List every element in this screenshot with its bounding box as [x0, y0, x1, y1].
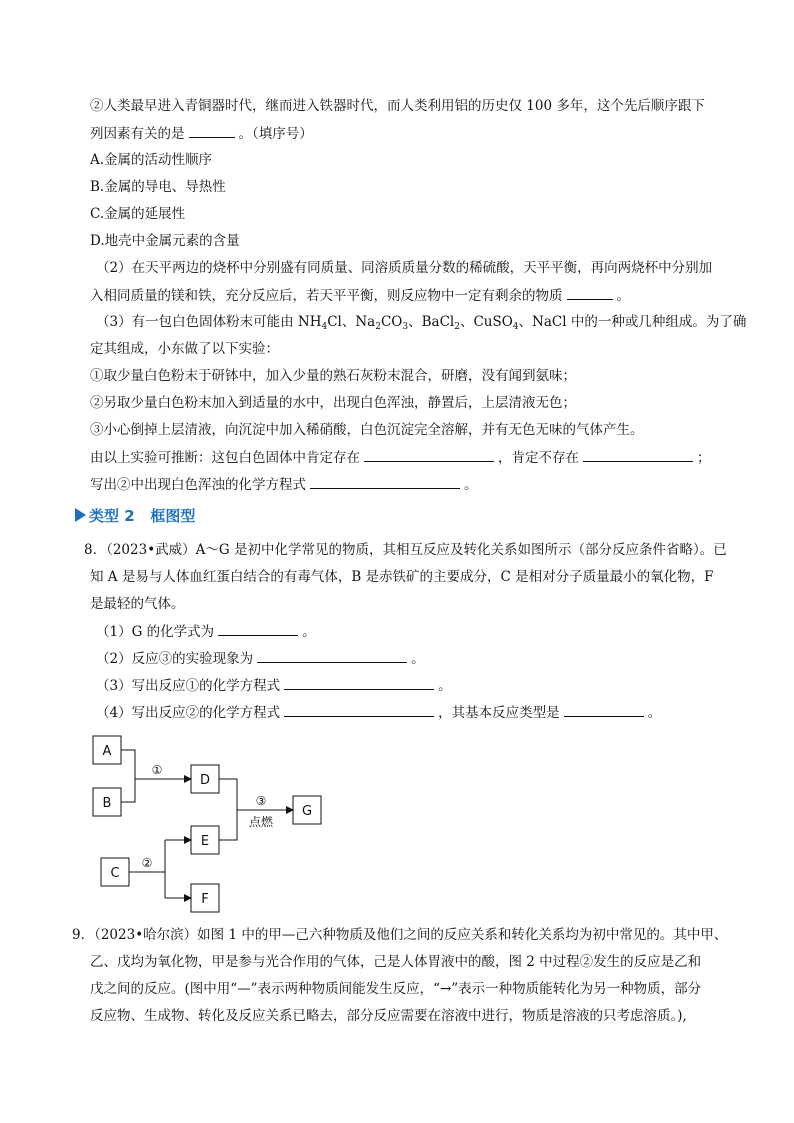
label-g: G [301, 804, 313, 819]
q8-sub3: （3）写出反应①的化学方程式 。 [96, 675, 452, 696]
equation-line: 写出②中出现白色浑浊的化学方程式 。 [90, 474, 478, 495]
label-a: A [102, 744, 112, 759]
q9-line4: 反应物、生成物、转化及反应关系已略去，部分反应需要在溶液中进行，物质是溶液的只考虑溶质。), [90, 1008, 687, 1024]
label-r1: ① [151, 763, 163, 777]
label-e: E [200, 834, 210, 849]
experiment-3: ③小心倒掉上层清液，向沉淀中加入稀硝酸，白色沉淀完全溶解，并有无色无味的气体产生。 [90, 422, 644, 438]
option-d: D.地壳中金属元素的含量 [90, 233, 240, 249]
option-b: B.金属的导电、导热性 [90, 179, 226, 195]
answer-blank[interactable] [218, 621, 298, 636]
link-d [219, 779, 237, 840]
label-r3: ③ [255, 794, 267, 808]
q9-line2: 乙、戊均为氧化物，甲是参与光合作用的气体，己是人体胃液中的酸，图 2 中过程②发生的反应是乙和 [90, 954, 702, 970]
answer-blank[interactable] [189, 123, 235, 138]
answer-blank[interactable] [567, 285, 613, 300]
q8-line2: 知 A 是易与人体血红蛋白结合的有毒气体，B 是赤铁矿的主要成分，C 是相对分子质量最小的氧化物，F [90, 569, 714, 585]
q7-part2-line1: ②人类最早进入青铜器时代，继而进入铁器时代，而人类利用铝的历史仅 100 多年，这个先后顺序跟下 [90, 98, 705, 114]
q9-line3: 戊之间的反应。(图中用“—”表示两种物质间能发生反应，“→”表示一种物质能转化为另一种物质，部分 [90, 981, 702, 997]
q8-sub1: （1）G 的化学式为 。 [96, 621, 316, 642]
option-c: C.金属的延展性 [90, 206, 186, 222]
q8-line1: 8．（2023•武威）A～G 是初中化学常见的物质，其相互反应及转化关系如图所示（部分反应条件省略）。已 [84, 542, 727, 558]
q7-sub2-line1: （2）在天平两边的烧杯中分别盛有同质量、同溶质质量分数的稀硫酸，天平平衡，再向两烧杯中分别加 [96, 260, 713, 276]
answer-blank[interactable] [284, 702, 434, 717]
triangle-icon [75, 508, 86, 522]
q9-line1: 9．（2023•哈尔滨）如图 1 中的甲—己六种物质及他们之间的反应关系和转化关系均为初中常见的。其中甲、 [72, 927, 728, 943]
inference-line: 由以上实验可推断：这包白色固体中肯定存在 ，肯定不存在 ； [90, 447, 711, 468]
answer-blank[interactable] [564, 702, 644, 717]
answer-blank[interactable] [257, 648, 407, 663]
q7-sub3-line1: （3）有一包白色固体粉末可能由 $NH_4Cl$、$Na_2CO_3$、BaCl$_2$、CuSO$_4$、NaCl 中的一种或几种组成。为了确 [96, 314, 747, 332]
q7-sub2-line2: 入相同质量的镁和铁，充分反应后，若天平平衡，则反应物中一定有剩余的物质 。 [90, 285, 630, 306]
label-d: D [199, 773, 211, 788]
label-c: C [110, 866, 120, 881]
q7-sub3-line2: 定其组成，小东做了以下实验： [90, 341, 279, 357]
answer-blank[interactable] [364, 447, 494, 462]
q7-part2-line2: 列因素有关的是 。（填序号） [90, 123, 313, 144]
option-a: A.金属的活动性顺序 [90, 152, 213, 168]
answer-blank[interactable] [583, 447, 693, 462]
q8-sub2: （2）反应③的实验现象为 。 [96, 648, 425, 669]
experiment-1: ①取少量白色粉末于研钵中，加入少量的熟石灰粉末混合，研磨，没有闻到氨味； [90, 368, 576, 384]
q8-line3: 是最轻的气体。 [90, 596, 185, 612]
answer-blank[interactable] [284, 675, 434, 690]
label-b: B [102, 796, 112, 811]
label-ignite: 点燃 [248, 815, 274, 829]
experiment-2: ②另取少量白色粉末加入到适量的水中，出现白色浑浊，静置后，上层清液无色； [90, 395, 576, 411]
label-f: F [201, 892, 209, 907]
label-r2: ② [141, 856, 153, 870]
link-a [121, 750, 135, 802]
answer-blank[interactable] [310, 474, 460, 489]
q8-sub4: （4）写出反应②的化学方程式 ，其基本反应类型是 。 [96, 702, 661, 723]
reaction-diagram [85, 730, 345, 915]
section-heading: 类型 2 框图型 [75, 505, 195, 526]
